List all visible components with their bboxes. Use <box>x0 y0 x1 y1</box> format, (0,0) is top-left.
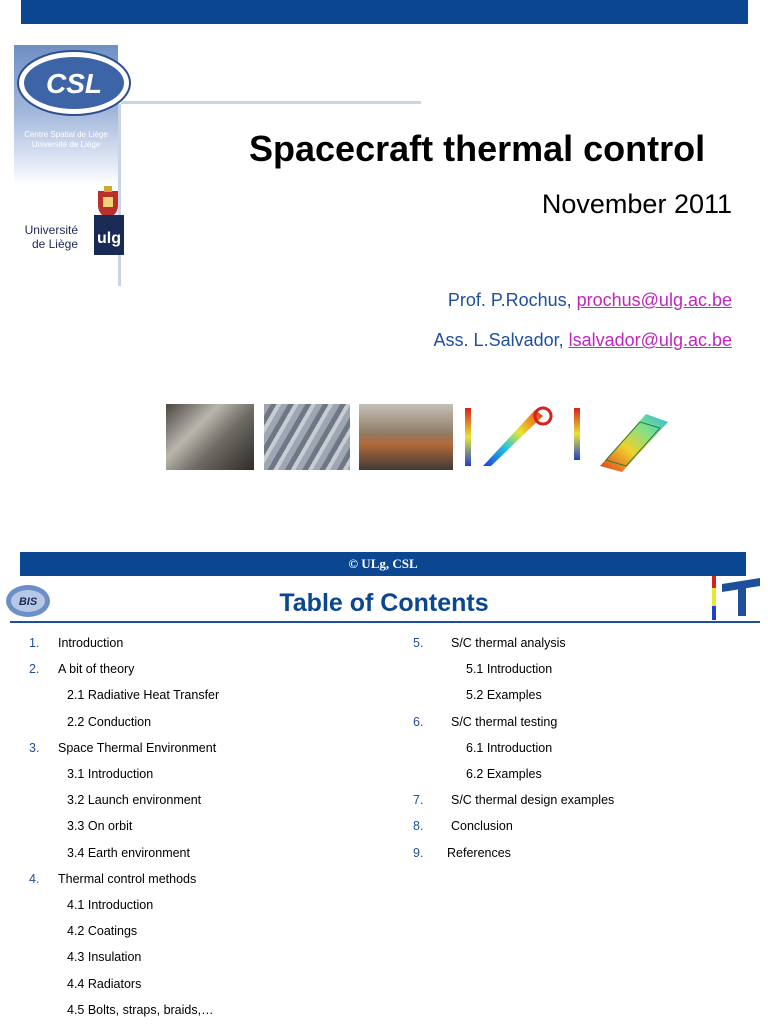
ulg-text-line1: Université <box>24 223 78 237</box>
toc-section-label: Conclusion <box>451 819 513 834</box>
ulg-mark-icon <box>94 215 138 255</box>
ulg-text-line2: de Liège <box>31 237 78 251</box>
toc-subsection-label: 5.1 Introduction <box>466 662 553 677</box>
ulg-crest-icon <box>94 185 122 219</box>
toc-entry-number: 9. <box>413 845 424 860</box>
top-header-bar <box>21 0 748 24</box>
toc-subsection-label: 6.2 Examples <box>466 767 542 781</box>
toc-entry-number: 8. <box>413 819 424 834</box>
toc-section-label: Space Thermal Environment <box>58 740 217 755</box>
author-name: Prof. P.Rochus, <box>447 290 577 310</box>
copyright-footer-bar: © ULg, CSL <box>20 552 746 576</box>
toc-entry-number: 3. <box>29 740 40 755</box>
photo-test-hardware <box>359 404 453 470</box>
toc-entry-number: 7. <box>413 793 424 808</box>
title-divider-rule <box>121 101 421 104</box>
toc-subsection-label: 4.4 Radiators <box>67 976 142 991</box>
csl-caption-line2: Université de Liège <box>31 140 101 149</box>
toc-entry-number: 4. <box>29 871 40 886</box>
presentation-title: Spacecraft thermal control <box>249 128 706 169</box>
toc-section-label: Introduction <box>58 636 124 650</box>
toc-subsection-label: 3.1 Introduction <box>67 767 154 781</box>
toc-subsection-label: 4.5 Bolts, straps, braids,… <box>67 1002 214 1017</box>
author-salvador <box>434 330 732 351</box>
csl-logo-panel <box>14 45 118 185</box>
toc-subsection-label: 4.3 Insulation <box>67 950 142 965</box>
photo-mli-blanket <box>264 404 350 470</box>
toc-section-label: S/C thermal analysis <box>451 636 566 650</box>
bis-logo-text: BIS <box>18 596 38 608</box>
author-email-link[interactable]: lsalvador@ulg.ac.be <box>568 330 732 350</box>
author-name: Ass. L.Salvador, <box>433 330 569 350</box>
ulg-wordmark <box>22 223 78 251</box>
toc-title-rule <box>10 621 760 623</box>
csl-logo <box>14 45 134 125</box>
toc-entry-number: 1. <box>29 636 40 650</box>
toc-section-label: S/C thermal design examples <box>451 793 615 808</box>
toc-section-label: References <box>447 845 511 860</box>
csl-caption <box>14 130 118 150</box>
toc-entry-number: 5. <box>413 636 424 650</box>
toc-entry-number: 2. <box>29 662 40 677</box>
toc-section-label: Thermal control methods <box>58 871 197 886</box>
toc-title: Table of Contents <box>279 589 489 617</box>
toc-subsection-label: 6.1 Introduction <box>466 740 553 755</box>
toc-subsection-label: 3.2 Launch environment <box>67 793 202 808</box>
thermal-logo <box>710 576 764 622</box>
toc-subsection-label: 4.1 Introduction <box>67 898 154 912</box>
author-rochus <box>448 290 732 311</box>
toc-subsection-label: 3.4 Earth environment <box>67 845 190 860</box>
toc-subsection-label: 3.3 On orbit <box>67 819 133 834</box>
csl-caption-line1: Centre Spatial de Liège <box>24 130 108 139</box>
toc-subsection-label: 2.2 Conduction <box>67 714 152 729</box>
toc-section-label: A bit of theory <box>58 662 135 677</box>
toc-subsection-label: 4.2 Coatings <box>67 924 138 939</box>
photo-thermal-chamber <box>166 404 254 470</box>
toc-subsection-label: 2.1 Radiative Heat Transfer <box>67 688 220 703</box>
presentation-date: November 2011 <box>541 189 732 219</box>
ulg-mark-text: ulg <box>97 230 121 247</box>
photo-thermal-simulation <box>463 404 556 470</box>
toc-entry-number: 6. <box>413 714 424 729</box>
toc-subsection-label: 5.2 Examples <box>466 688 542 703</box>
ulg-logo <box>20 185 120 257</box>
toc-section-label: S/C thermal testing <box>451 714 558 729</box>
photo-thermal-model <box>570 400 670 474</box>
csl-logo-text: CSL <box>46 68 102 99</box>
author-email-link[interactable]: prochus@ulg.ac.be <box>576 290 732 310</box>
